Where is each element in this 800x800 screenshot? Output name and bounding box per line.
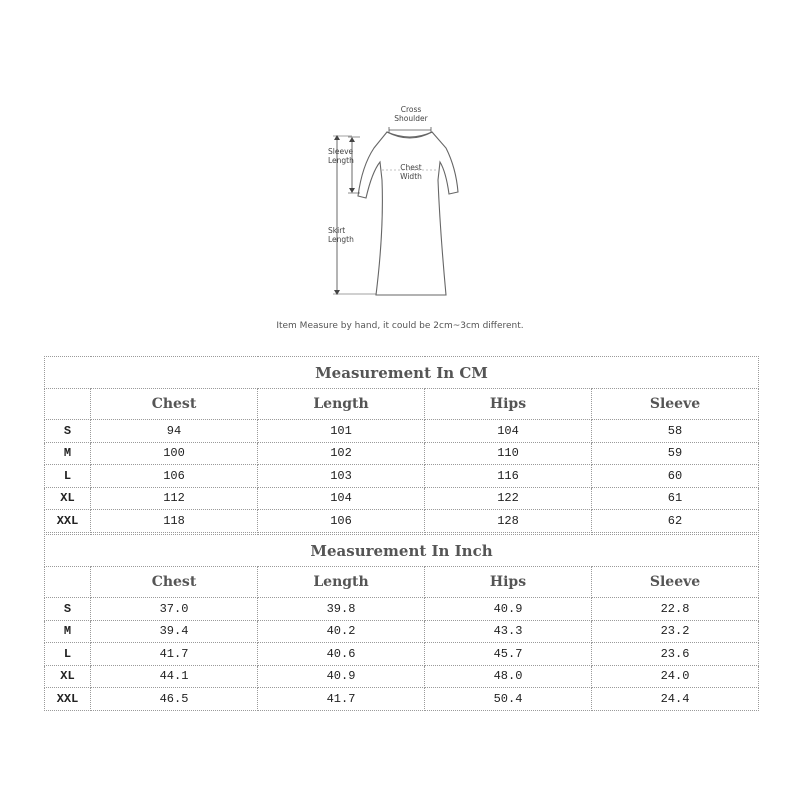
table-cell: 22.8 xyxy=(592,598,759,621)
size-table-cm xyxy=(44,356,759,533)
header-cell xyxy=(45,567,91,598)
table-row xyxy=(45,598,759,621)
table-cell: 24.0 xyxy=(592,665,759,688)
table-row xyxy=(45,465,759,488)
table-cell: 104 xyxy=(425,420,592,443)
table-cell: 48.0 xyxy=(425,665,592,688)
dress-outline xyxy=(300,100,500,310)
table-row xyxy=(45,510,759,533)
table-cell: 59 xyxy=(592,442,759,465)
table-cell: 39.8 xyxy=(258,598,425,621)
table-cell: 60 xyxy=(592,465,759,488)
table-cell: 102 xyxy=(258,442,425,465)
garment-diagram xyxy=(300,100,500,310)
table-cell: 23.2 xyxy=(592,620,759,643)
table-cell: 94 xyxy=(91,420,258,443)
header-cell: Hips xyxy=(425,567,592,598)
size-cell: L xyxy=(45,643,91,666)
table-cell: 24.4 xyxy=(592,688,759,711)
table-cell: 40.9 xyxy=(258,665,425,688)
size-cell: S xyxy=(45,598,91,621)
table-row xyxy=(45,688,759,711)
table-cell: 62 xyxy=(592,510,759,533)
header-cell: Sleeve xyxy=(592,567,759,598)
size-cell: M xyxy=(45,442,91,465)
table-cell: 41.7 xyxy=(91,643,258,666)
table-cell: 39.4 xyxy=(91,620,258,643)
table-cell: 110 xyxy=(425,442,592,465)
table-cell: 40.9 xyxy=(425,598,592,621)
sleeve-length-label: Sleeve Length xyxy=(328,147,354,165)
table-cell: 101 xyxy=(258,420,425,443)
header-cell: Chest xyxy=(91,567,258,598)
table-row xyxy=(45,487,759,510)
table-cell: 128 xyxy=(425,510,592,533)
table-cell: 104 xyxy=(258,487,425,510)
cross-shoulder-label: Cross Shoulder xyxy=(394,105,428,123)
table-cell: 40.2 xyxy=(258,620,425,643)
table-cell: 44.1 xyxy=(91,665,258,688)
skirt-length-label: Skirt Length xyxy=(328,226,354,244)
size-cell: XXL xyxy=(45,510,91,533)
size-cell: L xyxy=(45,465,91,488)
table-cell: 41.7 xyxy=(258,688,425,711)
table-cell: 106 xyxy=(91,465,258,488)
table-title: Measurement In Inch xyxy=(45,535,759,567)
table-cell: 116 xyxy=(425,465,592,488)
size-cell: XL xyxy=(45,665,91,688)
table-cell: 45.7 xyxy=(425,643,592,666)
table-cell: 106 xyxy=(258,510,425,533)
table-row xyxy=(45,620,759,643)
table-cell: 118 xyxy=(91,510,258,533)
size-cell: M xyxy=(45,620,91,643)
table-cell: 37.0 xyxy=(91,598,258,621)
table-cell: 40.6 xyxy=(258,643,425,666)
header-cell xyxy=(45,389,91,420)
size-table-inch xyxy=(44,534,759,711)
header-cell: Hips xyxy=(425,389,592,420)
table-cell: 112 xyxy=(91,487,258,510)
chest-width-label: Chest Width xyxy=(400,163,422,181)
table-title: Measurement In CM xyxy=(45,357,759,389)
table-cell: 122 xyxy=(425,487,592,510)
size-cell: XXL xyxy=(45,688,91,711)
table-cell: 61 xyxy=(592,487,759,510)
size-cell: S xyxy=(45,420,91,443)
header-cell: Sleeve xyxy=(592,389,759,420)
table-row xyxy=(45,420,759,443)
table-cell: 100 xyxy=(91,442,258,465)
header-cell: Length xyxy=(258,389,425,420)
table-row xyxy=(45,442,759,465)
table-cell: 58 xyxy=(592,420,759,443)
table-cell: 50.4 xyxy=(425,688,592,711)
table-row xyxy=(45,643,759,666)
table-cell: 103 xyxy=(258,465,425,488)
table-cell: 43.3 xyxy=(425,620,592,643)
header-cell: Chest xyxy=(91,389,258,420)
table-row xyxy=(45,665,759,688)
measure-note: Item Measure by hand, it could be 2cm~3cm different. xyxy=(276,321,524,331)
table-cell: 46.5 xyxy=(91,688,258,711)
header-cell: Length xyxy=(258,567,425,598)
size-cell: XL xyxy=(45,487,91,510)
table-cell: 23.6 xyxy=(592,643,759,666)
